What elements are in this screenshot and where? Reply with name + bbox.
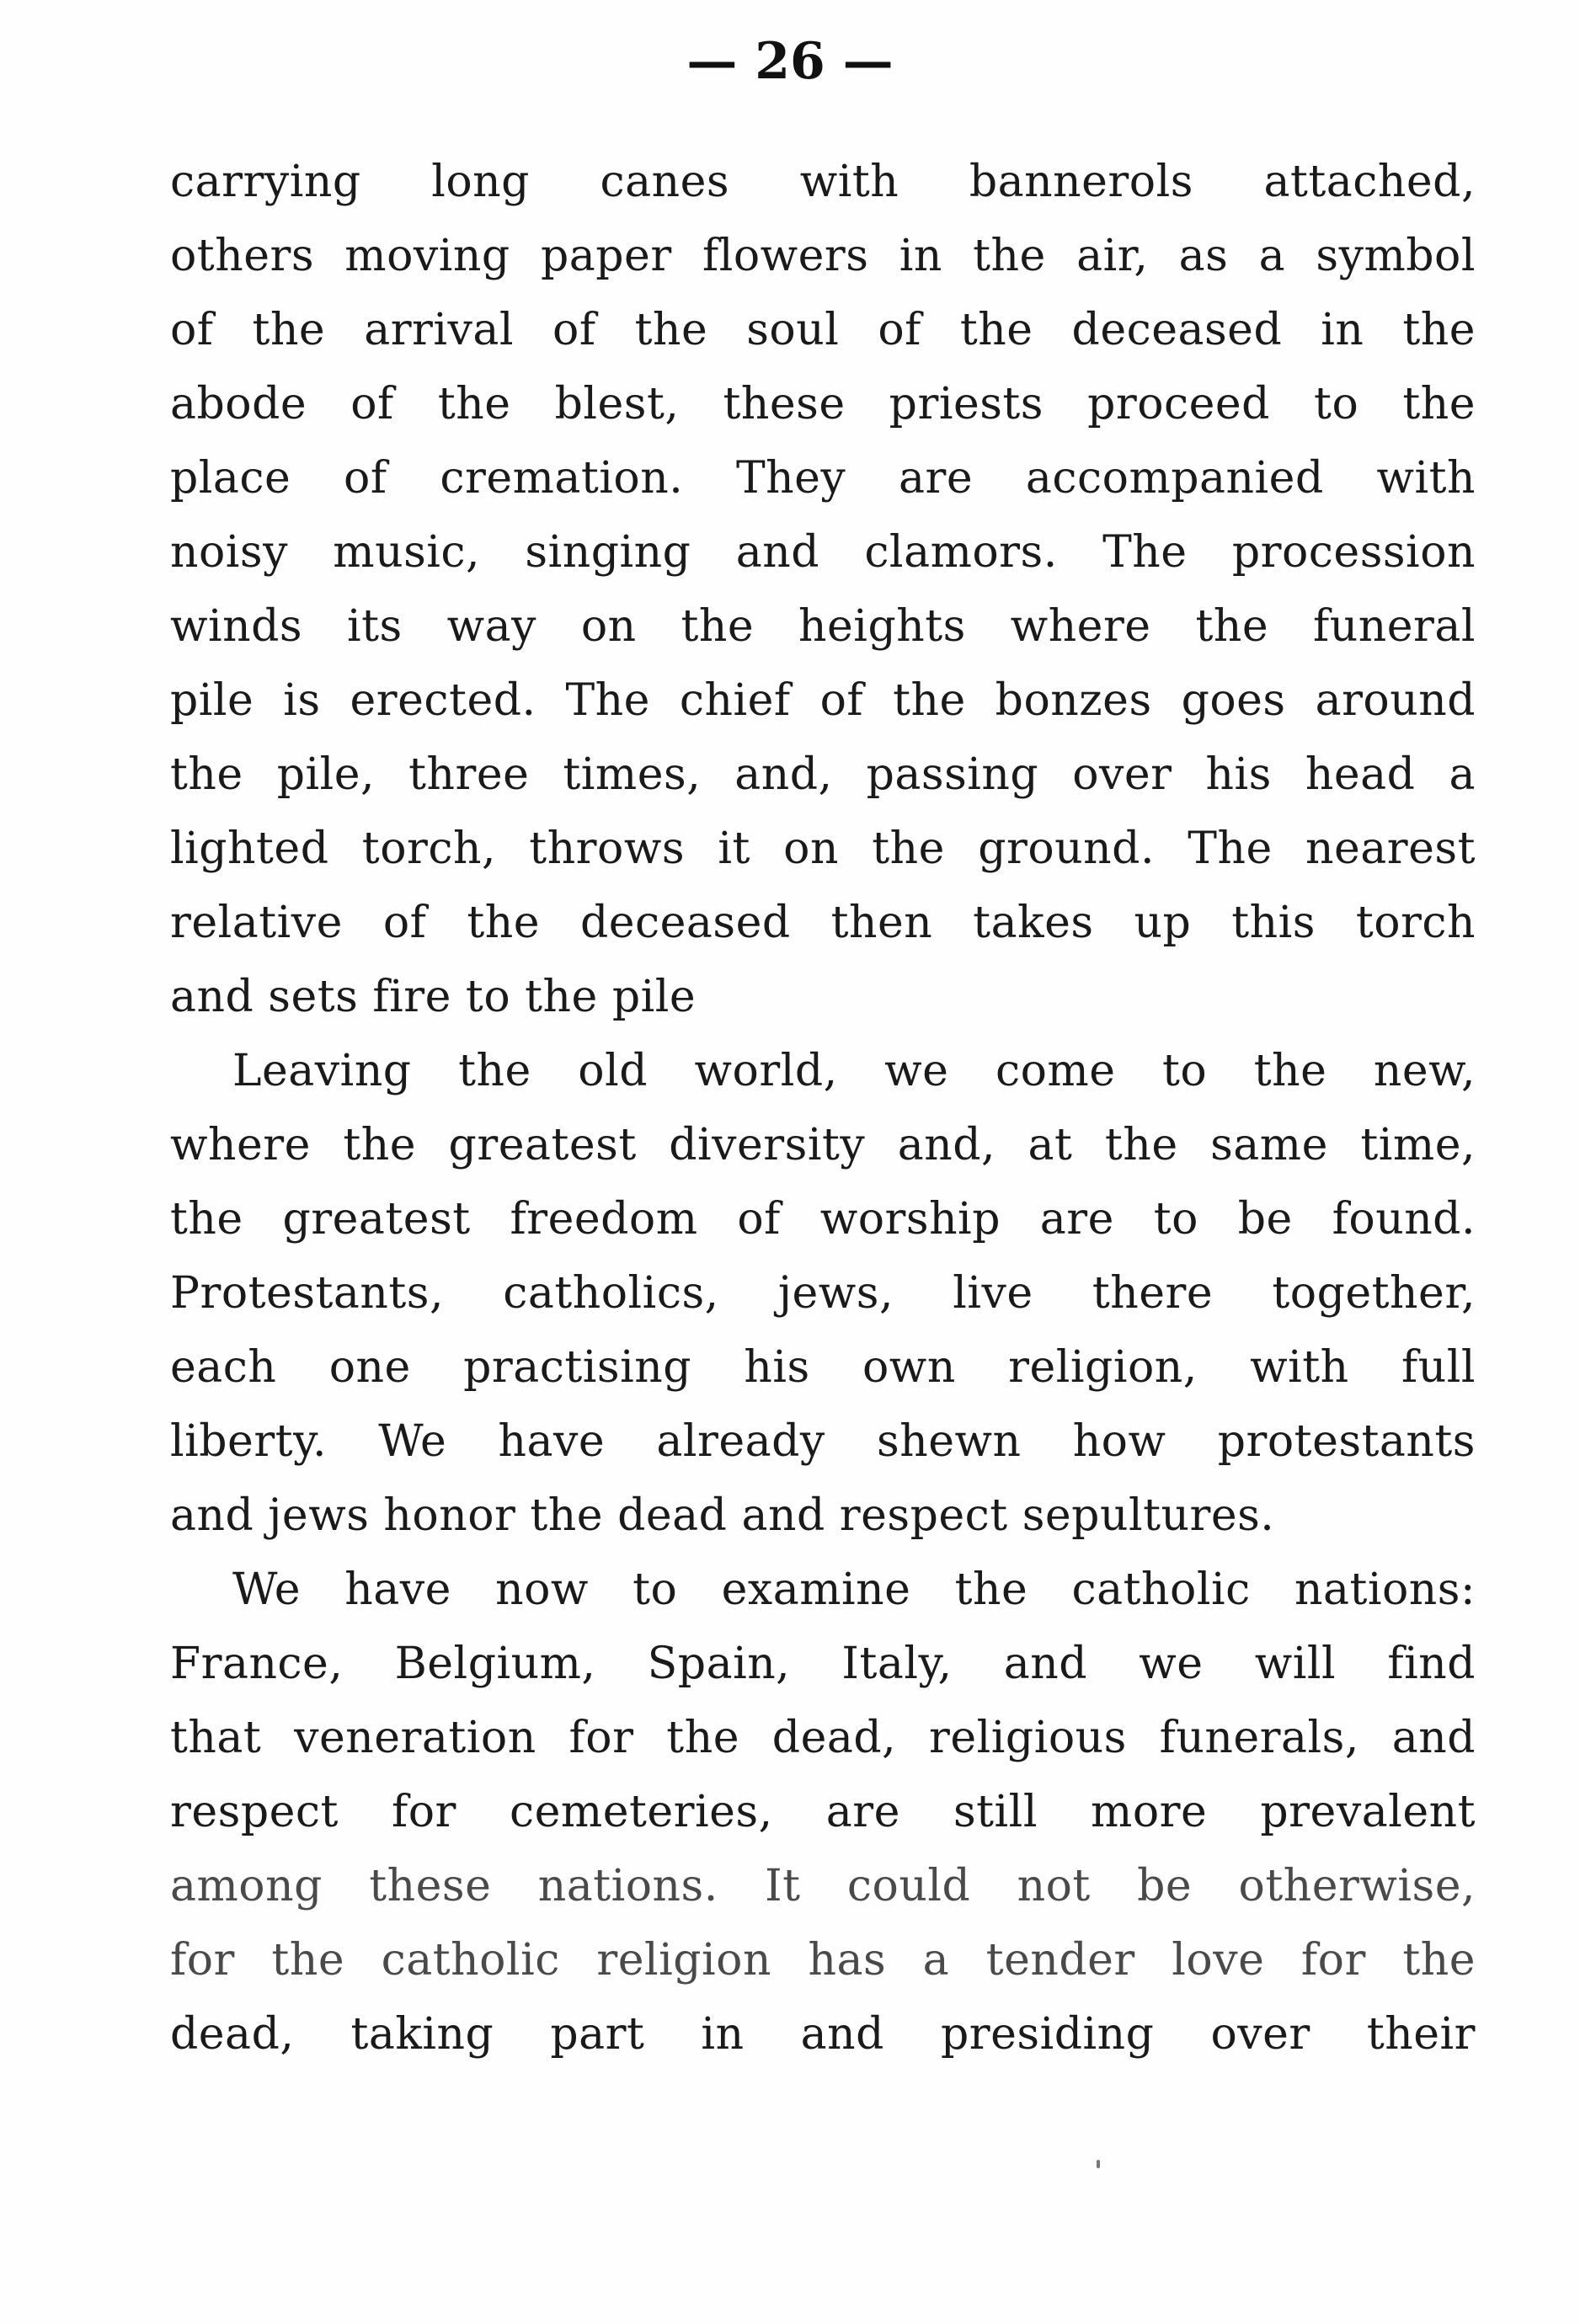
paragraph-3 — [170, 1553, 1476, 2071]
paragraph-2 — [170, 1034, 1476, 1553]
text-line: Protestants, catholics, jews, live there together, — [170, 1268, 1476, 1319]
text-line: that veneration for the dead, religious funerals, and — [170, 1713, 1476, 1763]
text-line: where the greatest diversity and, at the same time, — [170, 1120, 1476, 1170]
text-line: others moving paper flowers in the air, as a symbol — [170, 231, 1476, 281]
text-line: We have now to examine the catholic nations: — [232, 1564, 1476, 1615]
text-line: and sets fire to the pile — [170, 972, 697, 1022]
text-line: liberty. We have already shewn how protestants — [170, 1416, 1476, 1467]
text-line: of the arrival of the soul of the deceased in the — [170, 305, 1476, 355]
text-line: pile is erected. The chief of the bonzes goes around — [170, 675, 1476, 726]
text-line: place of cremation. They are accompanied with — [170, 453, 1476, 504]
text-line: abode of the blest, these priests proceed to the — [170, 379, 1476, 429]
text-line: respect for cemeteries, are still more prevalent — [170, 1787, 1476, 1837]
text-line: dead, taking part in and presiding over their — [170, 2009, 1476, 2060]
text-line: for the catholic religion has a tender love for the — [170, 1935, 1476, 1986]
text-line: winds its way on the heights where the funeral — [170, 601, 1476, 652]
text-line: among these nations. It could not be otherwise, — [170, 1861, 1476, 1911]
text-line: the pile, three times, and, passing over his head a — [170, 749, 1476, 800]
text-line: each one practising his own religion, with full — [170, 1342, 1476, 1393]
paragraph-1 — [170, 145, 1476, 1034]
body-text — [170, 145, 1476, 2071]
text-line: the greatest freedom of worship are to be found. — [170, 1194, 1476, 1245]
text-line: and jews honor the dead and respect sepultures. — [170, 1490, 1275, 1541]
print-speck — [1097, 2160, 1100, 2168]
text-line: Leaving the old world, we come to the new, — [232, 1046, 1476, 1096]
text-line: noisy music, singing and clamors. The procession — [170, 527, 1476, 578]
page-number: — 26 — — [686, 32, 894, 91]
text-line: carrying long canes with bannerols attached, — [170, 157, 1476, 207]
text-line: France, Belgium, Spain, Italy, and we will find — [170, 1639, 1476, 1689]
text-line: lighted torch, throws it on the ground. The nearest — [170, 824, 1476, 874]
text-line: relative of the deceased then takes up this torch — [170, 898, 1476, 948]
